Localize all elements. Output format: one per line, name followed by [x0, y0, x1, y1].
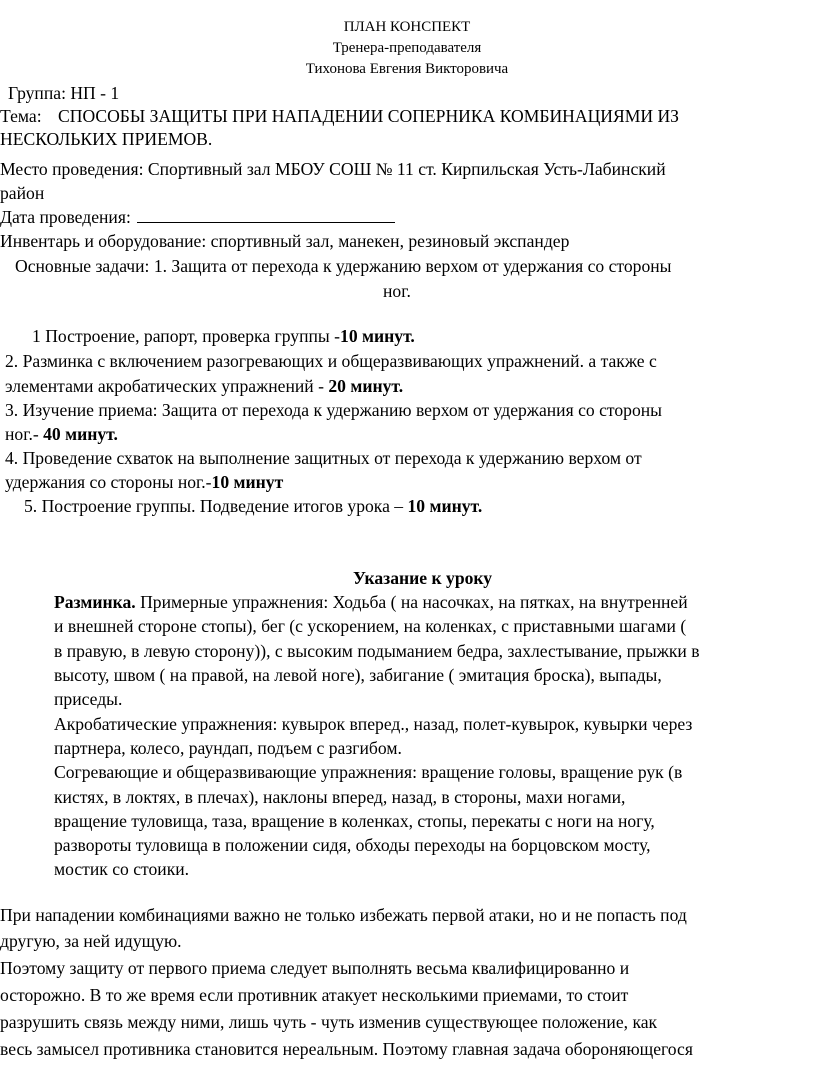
plan-item-4-duration: 10 минут	[211, 472, 284, 492]
plan-item-3-line2	[5, 426, 118, 444]
theme-text-line1: СПОСОБЫ ЗАЩИТЫ ПРИ НАПАДЕНИИ СОПЕРНИКА КОМБИНАЦИЯМИ ИЗ	[58, 106, 679, 126]
warmup-line-1	[54, 594, 688, 612]
tasks-line1: Основные задачи: 1. Защита от перехода к удержанию верхом от удержания со стороны	[15, 256, 672, 276]
plan-item-1	[32, 328, 415, 346]
plan-item-3-line1: 3. Изучение приема: Защита от перехода к удержанию верхом от удержания со стороны	[5, 400, 662, 420]
date-label: Дата проведения:	[0, 207, 131, 227]
doc-title: ПЛАН КОНСПЕКТ	[343, 19, 471, 35]
theme-text-line2: НЕСКОЛЬКИХ ПРИЕМОВ.	[0, 129, 213, 149]
plan-item-2-line1: 2. Разминка с включением разогревающих и общеразвивающих упражнений. а также с	[5, 351, 657, 371]
tasks-line2: ног.	[383, 281, 411, 301]
plan-item-5	[24, 498, 482, 516]
body-line-1: При нападении комбинациями важно не только избежать первой атаки, но и не попасть под	[0, 905, 687, 925]
doc-subtitle: Тренера-преподавателя	[332, 40, 482, 56]
warmup-label: Разминка.	[54, 592, 136, 612]
guidance-heading: Указание к уроку	[353, 568, 493, 588]
body-line-2: другую, за ней идущую.	[0, 931, 182, 951]
warmup-line-2: и внешней стороне стопы), бег (с ускорением, на коленках, с приставными шагами (	[54, 616, 687, 636]
general-exercises-line-1: Согревающие и общеразвивающие упражнения: вращение головы, вращение рук (в	[54, 762, 683, 782]
plan-item-5-text: 5. Построение группы. Подведение итогов урока –	[24, 496, 408, 516]
general-exercises-line-5: мостик со стоики.	[54, 859, 190, 879]
trainer-name: Тихонова Евгения Викторовича	[305, 61, 509, 77]
general-exercises-line-3: вращение туловища, таза, вращение в коленках, стопы, перекаты с ноги на ногу,	[54, 811, 655, 831]
place-line2: район	[0, 183, 45, 203]
plan-item-2-text: элементами акробатических упражнений -	[5, 376, 329, 396]
group-line: Группа: НП - 1	[8, 83, 120, 103]
body-line-3: Поэтому защиту от первого приема следует выполнять весьма квалифицированно и	[0, 958, 630, 978]
plan-item-3-text: ног.-	[5, 424, 44, 444]
plan-item-3-duration: 40 минут.	[43, 424, 118, 444]
general-exercises-line-4: развороты туловища в положении сидя, обходы переходы на борцовском мосту,	[54, 835, 651, 855]
plan-item-1-duration: 10 минут.	[340, 326, 415, 346]
body-line-4: осторожно. В то же время если противник атакует несколькими приемами, то стоит	[0, 985, 629, 1005]
plan-item-5-duration: 10 минут.	[407, 496, 483, 516]
plan-item-4-line2	[5, 474, 283, 492]
theme-label: Тема:	[0, 106, 42, 126]
body-line-6: весь замысел противника становится нереальным. Поэтому главная задача обороняющегося	[0, 1039, 693, 1059]
warmup-text-1: Примерные упражнения: Ходьба ( на насочках, на пятках, на внутренней	[135, 592, 688, 612]
acrobatics-line-2: партнера, колесо, раундап, подъем с разгибом.	[54, 738, 402, 758]
warmup-line-4: высоту, швом ( на правой, на левой ноге), забигание ( эмитация броска), выпады,	[54, 665, 662, 685]
plan-item-2-duration: 20 минут.	[328, 376, 404, 396]
warmup-line-5: приседы.	[54, 689, 123, 709]
date-line	[0, 208, 395, 227]
plan-item-4-text: удержания со стороны ног.-	[5, 472, 212, 492]
acrobatics-line-1: Акробатические упражнения: кувырок вперед., назад, полет-кувырок, кувырки через	[54, 714, 693, 734]
date-blank	[137, 208, 395, 223]
inventory-line: Инвентарь и оборудование: спортивный зал, манекен, резиновый экспандер	[0, 231, 570, 251]
general-exercises-line-2: кистях, в локтях, в плечах), наклоны вперед, назад, в стороны, махи ногами,	[54, 787, 626, 807]
plan-item-1-text: 1 Построение, рапорт, проверка группы -	[32, 326, 341, 346]
place-line1: Место проведения: Спортивный зал МБОУ СОШ № 11 ст. Кирпильская Усть-Лабинский	[0, 159, 666, 179]
plan-item-4-line1: 4. Проведение схваток на выполнение защитных от перехода к удержанию верхом от	[5, 448, 642, 468]
body-line-5: разрушить связь между ними, лишь чуть - чуть изменив существующее положение, как	[0, 1012, 658, 1032]
warmup-line-3: в правую, в левую сторону)), с высоким подыманием бедра, захлестывание, прыжки в	[54, 641, 700, 661]
plan-item-2-line2	[5, 378, 403, 396]
